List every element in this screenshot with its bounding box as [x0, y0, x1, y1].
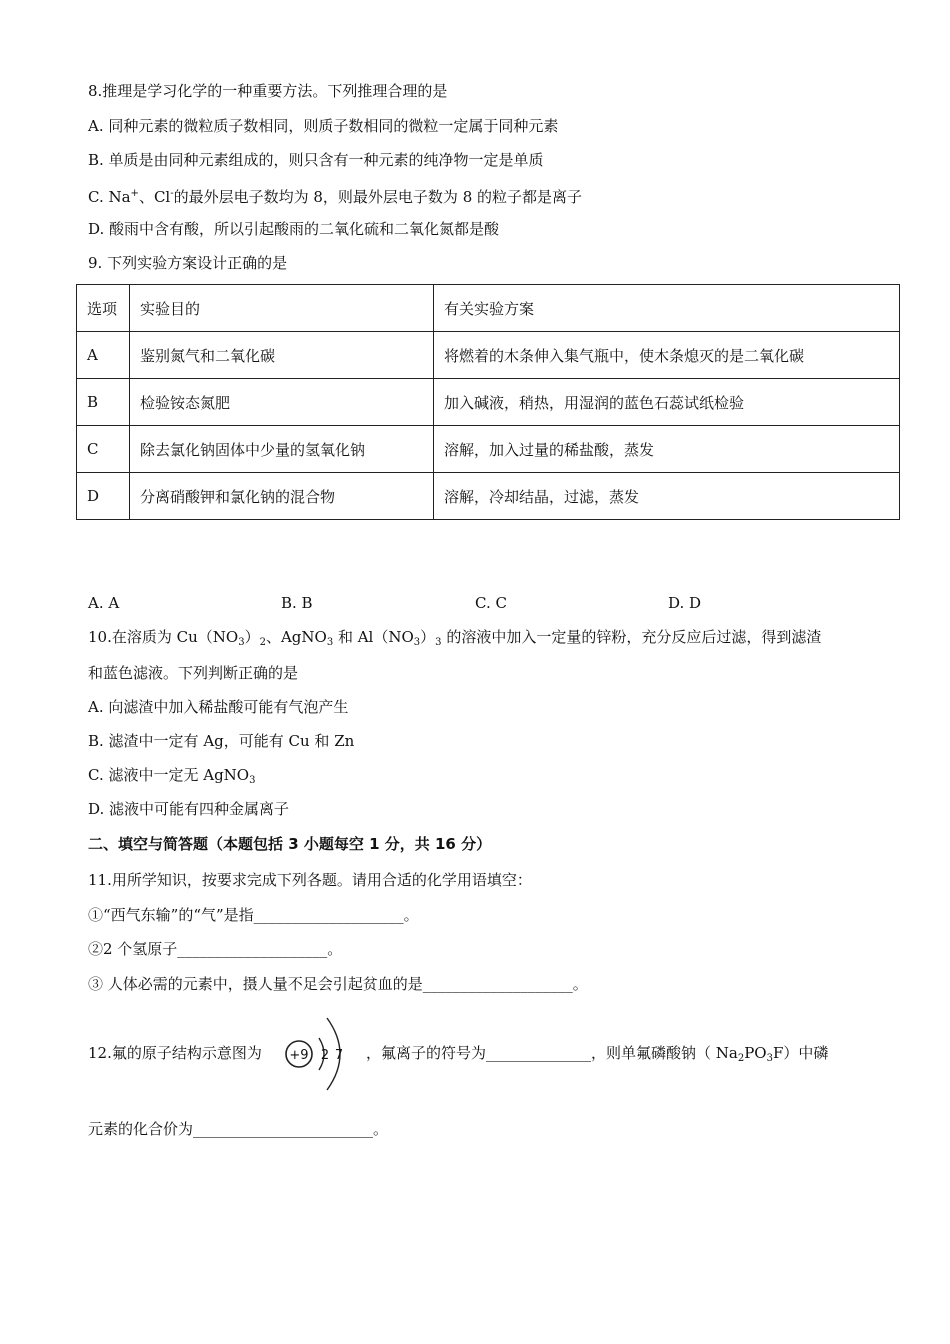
- table-header-cell: 实验目的: [130, 285, 434, 332]
- q8-option-a: A. 同种元素的微粒质子数相同，则质子数相同的微粒一定属于同种元素: [88, 117, 559, 135]
- table-cell: C: [77, 426, 130, 473]
- table-row: [77, 379, 900, 426]
- table-cell: 将燃着的木条伸入集气瓶中，使木条熄灭的是二氧化碳: [434, 332, 900, 379]
- shell-2-electrons: 7: [334, 1048, 344, 1063]
- table-cell: 检验铵态氮肥: [130, 379, 434, 426]
- experiment-table: [76, 284, 900, 520]
- table-row: [77, 473, 900, 520]
- q10-option-a: A. 向滤渣中加入稀盐酸可能有气泡产生: [88, 698, 349, 716]
- q11-item-2: ②2 个氢原子____________________。: [88, 940, 343, 958]
- q9-option-d: D. D: [668, 594, 702, 612]
- q12-stem: ，氟离子的符号为______________，则单氟磷酸钠（ $Na_2PO_3F$）中磷: [366, 1044, 829, 1064]
- table-cell: 溶解，加入过量的稀盐酸，蒸发: [434, 426, 900, 473]
- q10-stem-continued: 和蓝色滤液。下列判断正确的是: [88, 664, 299, 682]
- table-cell: A: [77, 332, 130, 379]
- q10-stem: 10.在溶质为 $Cu(NO_3)_2$、AgNO$_3$ 和 $Al(NO_3)_3$ 的溶液中加入一定量的锌粉，充分反应后过滤，得到滤渣: [88, 628, 822, 648]
- table-header-cell: 有关实验方案: [434, 285, 900, 332]
- q11-item-3: ③ 人体必需的元素中，摄人量不足会引起贫血的是____________________。: [88, 975, 588, 993]
- table-cell: D: [77, 473, 130, 520]
- q8-stem: 8.推理是学习化学的一种重要方法。下列推理合理的是: [88, 82, 448, 100]
- table-cell: 除去氯化钠固体中少量的氢氧化钠: [130, 426, 434, 473]
- table-cell: 鉴别氮气和二氧化碳: [130, 332, 434, 379]
- table-row: [77, 332, 900, 379]
- q9-option-c: C. C: [475, 594, 507, 612]
- table-cell: 加入碱液，稍热，用湿润的蓝色石蕊试纸检验: [434, 379, 900, 426]
- q8-option-b: B. 单质是由同种元素组成的，则只含有一种元素的纯净物一定是单质: [88, 151, 544, 169]
- table-header-cell: 选项: [77, 285, 130, 332]
- q9-stem: 9. 下列实验方案设计正确的是: [88, 254, 288, 272]
- table-cell: 溶解，冷却结晶，过滤，蒸发: [434, 473, 900, 520]
- q11-stem: 11.用所学知识，按要求完成下列各题。请用合适的化学用语填空：: [88, 871, 532, 889]
- table-cell: B: [77, 379, 130, 426]
- q10-option-b: B. 滤渣中一定有 Ag，可能有 Cu 和 Zn: [88, 732, 355, 750]
- table-cell: 分离硝酸钾和氯化钠的混合物: [130, 473, 434, 520]
- table-row: [77, 426, 900, 473]
- table-header-row: [77, 285, 900, 332]
- q9-option-a: A. A: [88, 594, 120, 612]
- shell-1-electrons: 2: [320, 1048, 330, 1063]
- nucleus-charge: +9: [289, 1048, 309, 1063]
- q10-option-d: D. 滤液中可能有四种金属离子: [88, 800, 290, 818]
- q10-option-c: C. 滤液中一定无 AgNO$_3$: [88, 766, 256, 786]
- section-heading: 二、填空与简答题（本题包括 3 小题每空 1 分，共 16 分）: [88, 835, 492, 853]
- q9-option-b: B. B: [281, 594, 313, 612]
- q8-option-c: C. Na+、Cl-的最外层电子数均为 8，则最外层电子数为 8 的粒子都是离子: [88, 188, 583, 206]
- q8-option-d: D. 酸雨中含有酸，所以引起酸雨的二氧化硫和二氧化氮都是酸: [88, 220, 500, 238]
- q12-line-2: 元素的化合价为________________________。: [88, 1120, 389, 1138]
- fluorine-atom-structure-diagram: [283, 1012, 353, 1092]
- q12-stem-prefix: 12.氟的原子结构示意图为: [88, 1044, 262, 1062]
- q11-item-1: ①“西气东输”的“气”是指____________________。: [88, 906, 419, 924]
